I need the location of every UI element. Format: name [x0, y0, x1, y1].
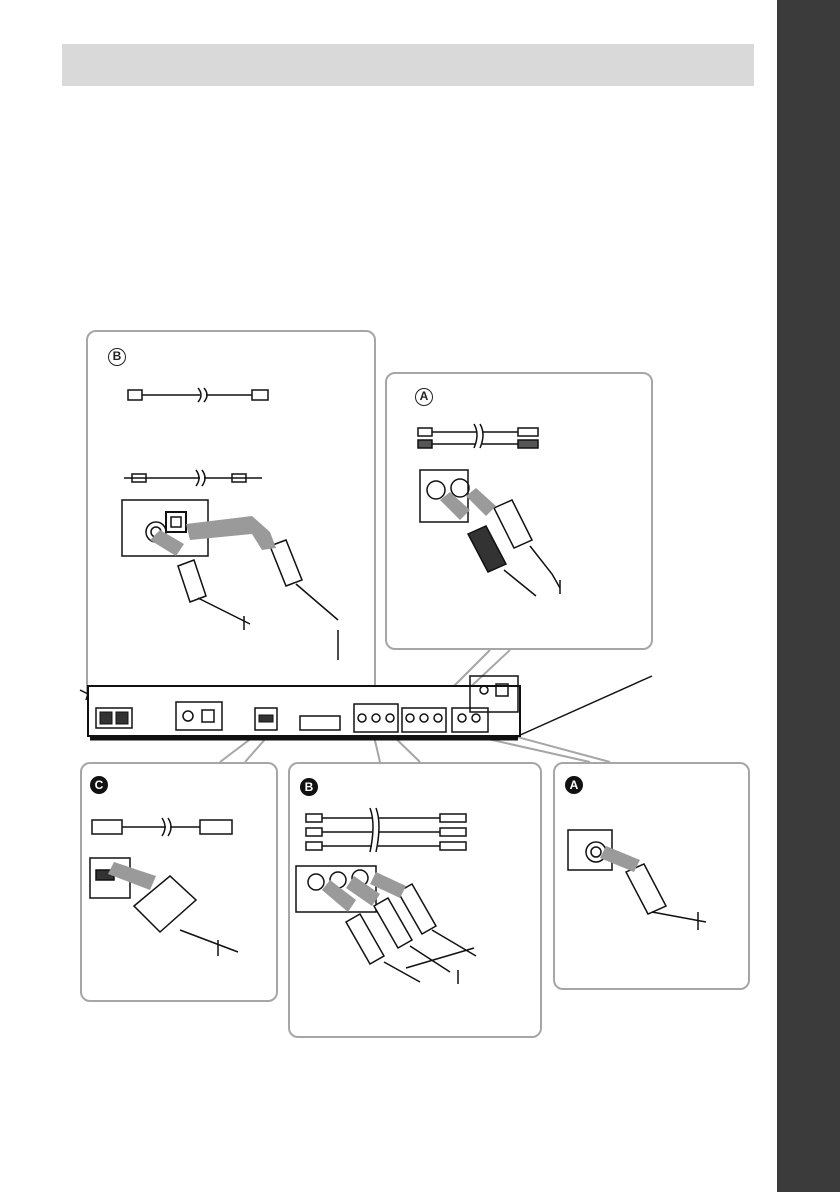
- unit-rear-panel: [80, 650, 652, 738]
- panel-a-bottom-arrows: [600, 846, 640, 872]
- marker-b-outline: B: [108, 348, 126, 366]
- marker-b-filled: B: [300, 778, 318, 796]
- panel-c-bottom-cables: [90, 818, 238, 956]
- marker-a-outline: A: [415, 388, 433, 406]
- marker-a-filled: A: [565, 776, 583, 794]
- panel-c-bottom-arrows: [108, 862, 156, 890]
- panel-b-top-arrows: [150, 516, 276, 556]
- panel-b-bottom-cables: [296, 808, 476, 984]
- marker-c-filled: C: [90, 776, 108, 794]
- panel-a-bottom-cables: [568, 830, 706, 930]
